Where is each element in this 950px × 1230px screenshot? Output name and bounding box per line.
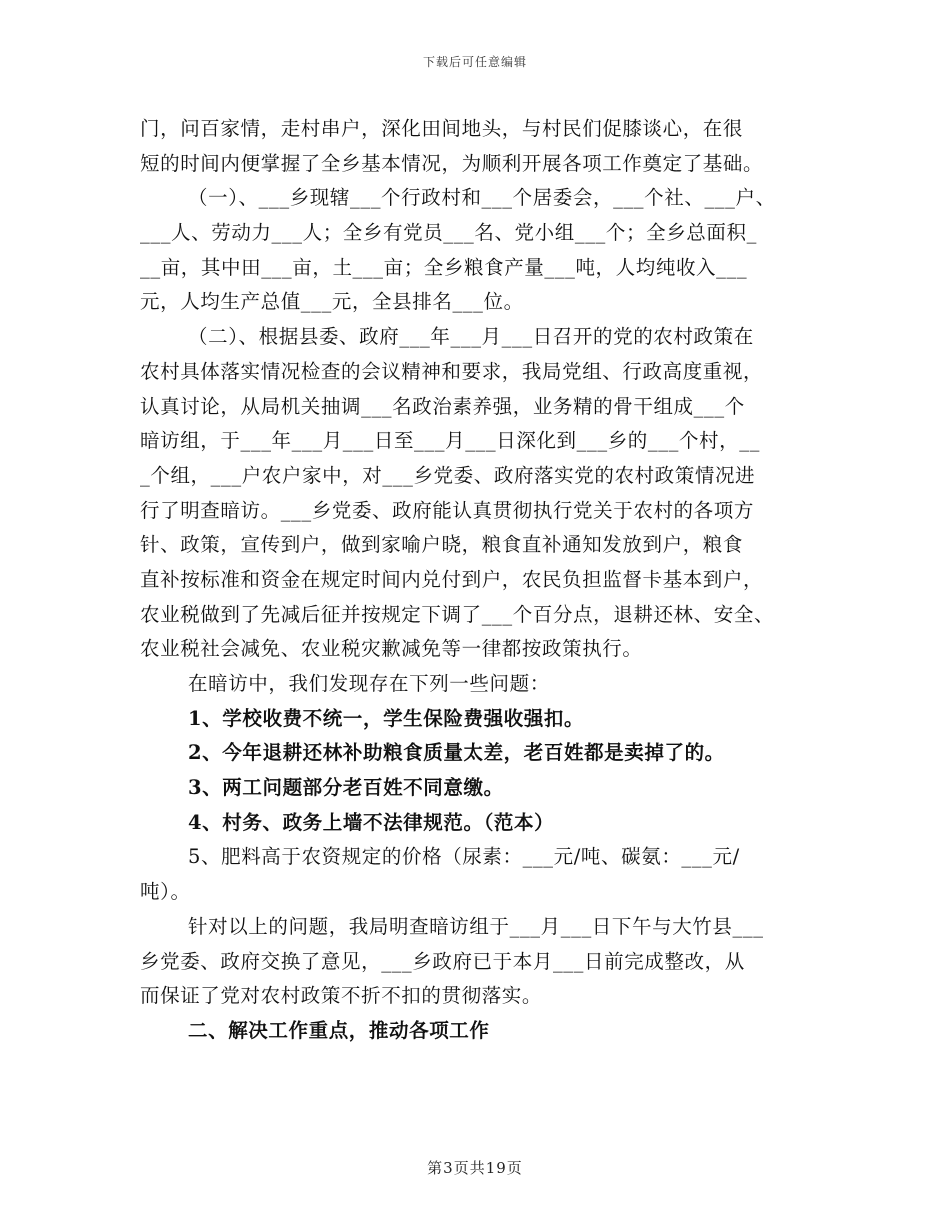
page-header-note: 下载后可任意编辑 [422, 55, 527, 69]
text-line: 直补按标准和资金在规定时间内兑付到户，农民负担监督卡基本到户， [140, 567, 764, 591]
text-line: 乡党委、政府交换了意见，___乡政府已于本月___日前完成整改，从 [140, 949, 745, 973]
text-line: 暗访组，于___年___月___日至___月___日深化到___乡的___个村，__ [140, 429, 760, 453]
text-line: 农业税社会减免、农业税灾歉减免等一律都按政策执行。 [140, 637, 643, 661]
text-line: 认真讨论，从局机关抽调___名政治素养强，业务精的骨干组成___个 [140, 394, 745, 418]
text-line: 短的时间内便掌握了全乡基本情况，为顺利开展各项工作奠定了基础。 [140, 151, 764, 175]
text-line: 吨）。 [140, 880, 191, 904]
text-line: 针、政策，宣传到户，做到家喻户晓，粮食直补通知发放到户，粮食 [140, 533, 744, 557]
document-body [140, 112, 820, 1049]
section-one-paragraph: （一）、___乡现辖___个行政村和___个居委会，___个社、___户、 [188, 186, 776, 210]
response-paragraph: 针对以上的问题，我局明查暗访组于___月___日下午与大竹县___ [188, 914, 764, 938]
text-line: 元，人均生产总值___元，全县排名___位。 [140, 290, 524, 314]
text-line: 农村具体落实情况检查的会议精神和要求，我局党组、行政高度重视， [140, 359, 764, 383]
problem-item-4: 4、村务、政务上墙不法律规范。（范本） [188, 810, 555, 834]
section-two-paragraph: （二）、根据县委、政府___年___月___日召开的党的农村政策在 [188, 325, 754, 349]
text-line: _个组，___户农户家中，对___乡党委、政府落实党的农村政策情况进 [140, 463, 756, 487]
problem-item-3: 3、两工问题部分老百姓不同意缴。 [188, 776, 504, 800]
problems-intro: 在暗访中，我们发现存在下列一些问题： [188, 672, 550, 695]
problem-item-5: 5、肥料高于农资规定的价格（尿素：___元/吨、碳氨：___元/ [188, 845, 740, 869]
problem-item-1: 1、学校收费不统一，学生保险费强收强扣。 [188, 706, 585, 730]
page-number: 第3页共19页 [427, 1159, 523, 1177]
section-heading: 二、解决工作重点，推动各项工作 [188, 1018, 490, 1042]
text-line: 门，问百家情，走村串户，深化田间地头，与村民们促膝谈心，在很 [140, 117, 744, 140]
text-line: 而保证了党对农村政策不折不扣的贯彻落实。 [140, 984, 543, 1008]
text-line: ___人、劳动力___人；全乡有党员___名、党小组___个；全乡总面积_ [140, 221, 757, 245]
text-line: __亩，其中田___亩，土___亩；全乡粮食产量___吨，人均纯收入___ [140, 255, 748, 279]
text-line: 农业税做到了先减后征并按规定下调了___个百分点，退耕还林、安全、 [140, 602, 775, 626]
problem-item-2: 2、今年退耕还林补助粮食质量太差，老百姓都是卖掉了的。 [188, 741, 725, 765]
text-line: 行了明查暗访。___乡党委、政府能认真贯彻执行党关于农村的各项方 [140, 498, 754, 522]
